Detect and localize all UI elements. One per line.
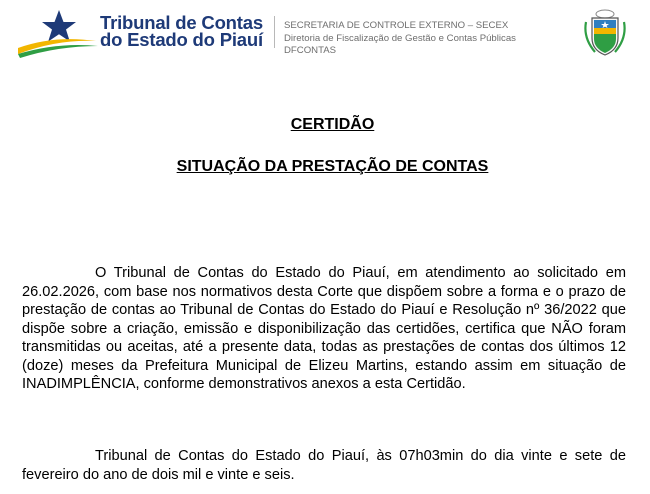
document-subtitle: SITUAÇÃO DA PRESTAÇÃO DE CONTAS (176, 158, 489, 175)
department-line-1: SECRETARIA DE CONTROLE EXTERNO – SECEX (284, 20, 509, 31)
document-header (0, 0, 650, 66)
department-info (284, 20, 516, 58)
document-title: CERTIDÃO (290, 116, 375, 133)
brand-line-2: do Estado do Piauí (100, 29, 263, 50)
state-coat-of-arms-icon (583, 8, 627, 58)
department-line-2: Diretoria de Fiscalização de Gestão e Contas Públicas (284, 32, 516, 44)
brand-name (100, 14, 263, 48)
star-logo-icon (14, 8, 104, 58)
brand-line-1: Tribunal de Contas (100, 12, 263, 33)
header-divider (274, 16, 275, 48)
certificate-body-paragraph: O Tribunal de Contas do Estado do Piauí, em atendimento ao solicitado em 26.02.2026, com base nos normativos desta Corte que dispõem sobre a forma e o prazo de prestação de contas ao Tribunal de Contas do Estado do Piauí e Resolução nº 36/2022 que dispõe sobre a criação, emissão e disponibilização das certidões, certifica que NÃO foram transmitidas ou aceitas, até a presente data, todas as prestações de contas dos últimos 12 (doze) meses da Prefeitura Municipal de Elizeu Martins, estando assim em situação de INADIMPLÊNCIA, conforme demonstrativos anexos a esta Certidão. (22, 265, 626, 392)
department-line-3: DFCONTAS (284, 45, 337, 56)
certificate-date-paragraph: Tribunal de Contas do Estado do Piauí, às 07h03min do dia vinte e sete de fevereiro do ano de dois mil e vinte e seis. (22, 448, 626, 483)
